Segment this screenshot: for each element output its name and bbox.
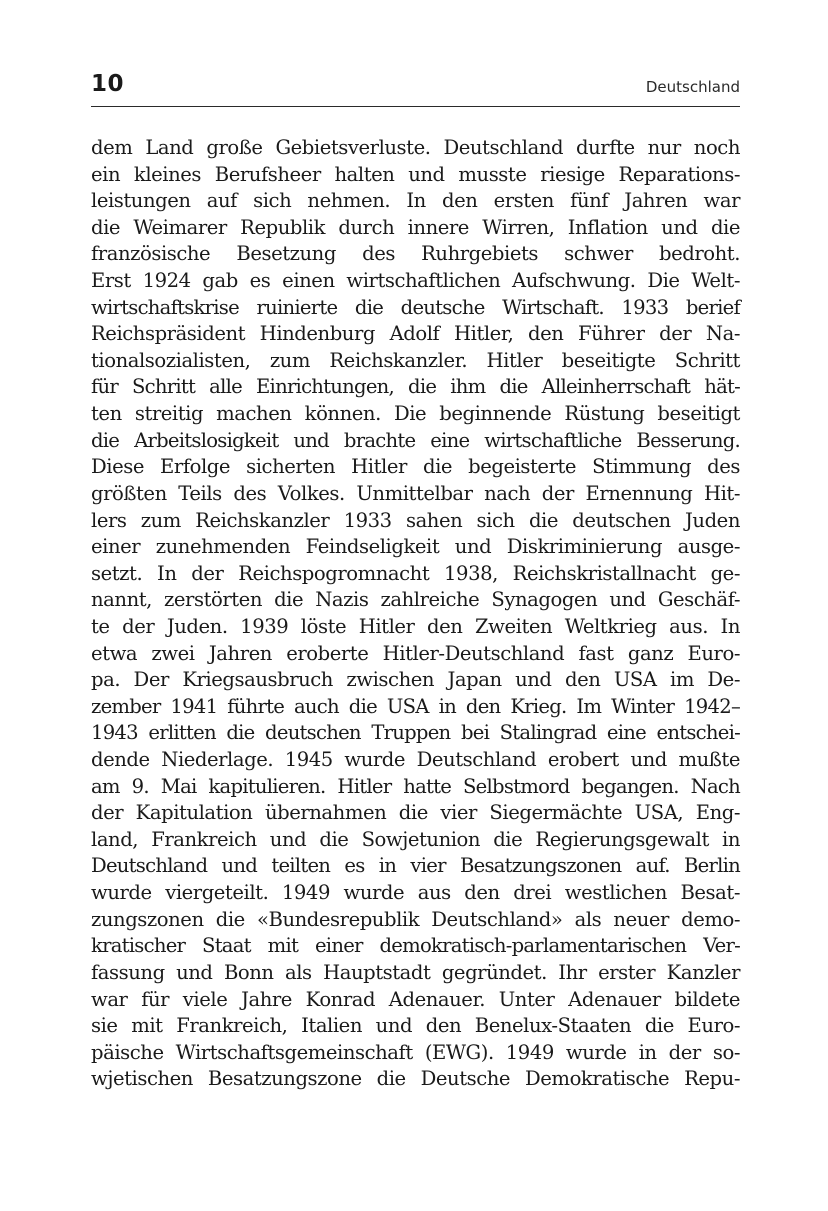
text-line: der Kapitulation übernahmen die vier Siegermächte USA, Eng-: [91, 801, 740, 825]
text-line: sie mit Frankreich, Italien und den Benelux-Staaten die Euro-: [91, 1014, 740, 1038]
page-header: [91, 64, 740, 107]
body-text: [91, 135, 740, 1093]
text-line: 1943 erlitten die deutschen Truppen bei Stalingrad eine entschei-: [91, 721, 740, 745]
text-line: war für viele Jahre Konrad Adenauer. Unter Adenauer bildete: [91, 987, 740, 1011]
text-line: Reichspräsident Hindenburg Adolf Hitler, den Führer der Na-: [91, 322, 740, 346]
text-line: wirtschaftskrise ruinierte die deutsche Wirtschaft. 1933 berief: [91, 295, 740, 319]
text-line: fassung und Bonn als Hauptstadt gegründet. Ihr erster Kanzler: [91, 960, 740, 984]
text-line: dem Land große Gebietsverluste. Deutschland durfte nur noch: [91, 136, 740, 159]
running-head: Deutschland: [645, 78, 740, 96]
text-line: nannt, zerstörten die Nazis zahlreiche Synagogen und Geschäf-: [91, 588, 740, 612]
text-line: für Schritt alle Einrichtungen, die ihm die Alleinherrschaft hät-: [91, 375, 740, 399]
text-line: größten Teils des Volkes. Unmittelbar nach der Ernennung Hit-: [91, 481, 740, 505]
text-line: zungszonen die «Bundesrepublik Deutschland» als neuer demo-: [91, 907, 740, 931]
text-line: etwa zwei Jahren eroberte Hitler-Deutschland fast ganz Euro-: [91, 641, 740, 665]
text-line: einer zunehmenden Feindseligkeit und Diskriminierung ausge-: [91, 535, 740, 559]
text-line: dende Niederlage. 1945 wurde Deutschland erobert und mußte: [91, 748, 740, 772]
text-line: am 9. Mai kapitulieren. Hitler hatte Selbstmord begangen. Nach: [91, 774, 740, 798]
text-line: die Weimarer Republik durch innere Wirren, Inflation und die: [91, 215, 740, 239]
text-line: ten streitig machen können. Die beginnende Rüstung beseitigt: [91, 402, 740, 426]
text-line: französische Besetzung des Ruhrgebiets schwer bedroht.: [91, 242, 740, 266]
text-line: leistungen auf sich nehmen. In den ersten fünf Jahren war: [91, 189, 740, 213]
text-line: wjetischen Besatzungszone die Deutsche Demokratische Repu-: [91, 1067, 740, 1091]
text-line: Diese Erfolge sicherten Hitler die begeisterte Stimmung des: [91, 455, 740, 479]
text-line: setzt. In der Reichspogromnacht 1938, Reichskristallnacht ge-: [91, 561, 740, 585]
text-line: Deutschland und teilten es in vier Besatzungszonen auf. Berlin: [91, 854, 740, 878]
text-line: kratischer Staat mit einer demokratisch-parlamentarischen Ver-: [91, 934, 740, 958]
text-line: land, Frankreich und die Sowjetunion die Regierungsgewalt in: [91, 827, 740, 851]
text-line: zember 1941 führte auch die USA in den Krieg. Im Winter 1942–: [91, 694, 740, 718]
text-line: Erst 1924 gab es einen wirtschaftlichen Aufschwung. Die Welt-: [91, 269, 740, 293]
page-number: 10: [91, 71, 125, 97]
text-line: te der Juden. 1939 löste Hitler den Zweiten Weltkrieg aus. In: [91, 614, 740, 638]
text-line: pa. Der Kriegsausbruch zwischen Japan und den USA im De-: [91, 668, 740, 692]
text-line: päische Wirtschaftsgemeinschaft (EWG). 1949 wurde in der so-: [91, 1040, 740, 1064]
text-line: die Arbeitslosigkeit und brachte eine wirtschaftliche Besserung.: [91, 428, 740, 452]
text-line: lers zum Reichskanzler 1933 sahen sich die deutschen Juden: [91, 508, 740, 532]
text-line: ein kleines Berufsheer halten und musste riesige Reparations-: [91, 162, 740, 186]
text-line: tionalsozialisten, zum Reichskanzler. Hitler beseitigte Schritt: [91, 348, 740, 372]
text-line: wurde viergeteilt. 1949 wurde aus den drei westlichen Besat-: [91, 881, 740, 905]
